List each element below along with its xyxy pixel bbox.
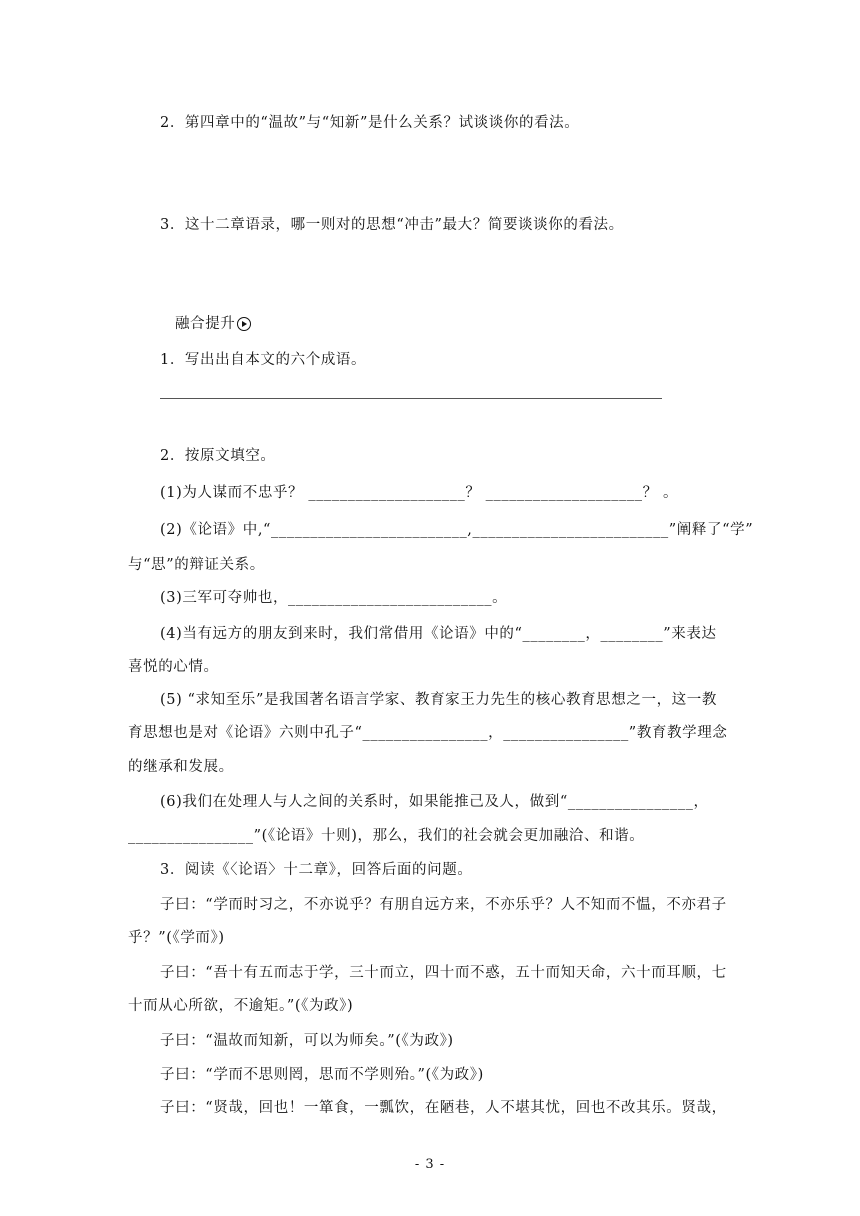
passage-2-line1: 子曰：“吾十有五而志于学，三十而立，四十而不惑，五十而知天命，六十而耳顺，七: [160, 965, 727, 981]
play-circle-icon: [237, 317, 251, 331]
fill-blank-4-line2: 喜悦的心情。: [128, 659, 219, 675]
fill-blank-4-line1: (4)当有远方的朋友到来时，我们常借用《论语》中的“________，________”来表达: [160, 626, 717, 642]
fill-blank-5-line3: 的继承和发展。: [128, 759, 234, 775]
passage-2-line2: 十而从心所欲，不逾矩。”(《为政》): [128, 998, 354, 1014]
passage-3: 子曰：“温故而知新，可以为师矣。”(《为政》): [160, 1033, 454, 1049]
page-number: - 3 -: [414, 1157, 446, 1172]
question-3-top: 3．这十二章语录，哪一则对的思想“冲击”最大？简要谈谈你的看法。: [160, 217, 624, 233]
passage-1-line2: 乎？”(《学而》): [128, 930, 225, 946]
fusion-question-3: 3．阅读《〈论语〉十二章》，回答后面的问题。: [160, 862, 473, 878]
passage-5-line1: 子曰：“贤哉，回也！一箪食，一瓢饮，在陋巷，人不堪其忧，回也不改其乐。贤哉，: [160, 1100, 727, 1116]
fusion-question-2: 2．按原文填空。: [160, 448, 276, 464]
passage-4: 子曰：“学而不思则罔，思而不学则殆。”(《为政》): [160, 1067, 484, 1083]
fill-blank-3: (3)三军可夺帅也，__________________________。: [160, 590, 508, 606]
fill-blank-5-line1: (5) “求知至乐”是我国著名语言学家、教育家王力先生的核心教育思想之一，这一教: [160, 692, 717, 708]
passage-1-line1: 子曰：“学而时习之，不亦说乎？有朋自远方来，不亦乐乎？人不知而不愠，不亦君子: [160, 897, 727, 913]
question-2-top: 2．第四章中的“温故”与“知新”是什么关系？试谈谈你的看法。: [160, 115, 580, 131]
fill-blank-6-line2: ________________”(《论语》十则)，那么，我们的社会就会更加融洽、和谐。: [128, 828, 645, 844]
answer-line: [160, 398, 662, 399]
section-title-text: 融合提升: [175, 316, 236, 332]
fill-blank-2-line2: 与“思”的辩证关系。: [128, 557, 265, 573]
fill-blank-6-line1: (6)我们在处理人与人之间的关系时，如果能推己及人，做到“________________，: [160, 794, 709, 810]
fill-blank-2-line1: (2)《论语》中,“_________________________,_________________________”阐释了“学”: [160, 522, 754, 538]
fusion-question-1: 1．写出出自本文的六个成语。: [160, 352, 367, 368]
section-title: [175, 314, 251, 334]
fill-blank-5-line2: 育思想也是对《论语》六则中孔子“________________，________________”教育教学理念: [128, 725, 728, 741]
fill-blank-1: (1)为人谋而不忠乎？ ____________________？ ____________________？ 。: [160, 485, 679, 501]
